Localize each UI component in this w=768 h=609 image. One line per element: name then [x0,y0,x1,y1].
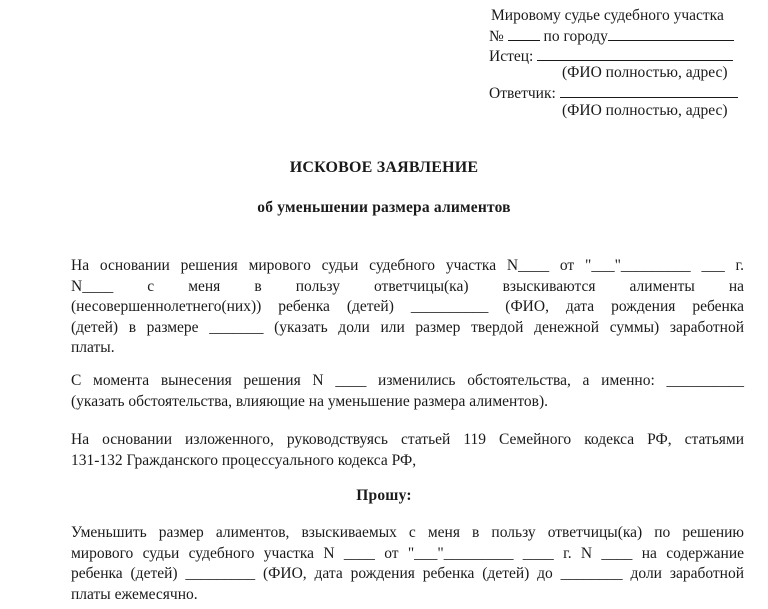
defendant-hint [562,101,728,121]
paragraph-legal-basis [71,430,744,471]
p3-line-2: 131-132 Гражданского процессуального кодекса РФ, [71,451,417,469]
court-line-text: Мировому судье судебного участка [491,7,724,24]
p4-line-3: ребенка (детей) _________ (ФИО, дата рождения ребенка (детей) до ________ доли заработной [71,565,744,582]
p2-line-2: (указать обстоятельства, влияющие на уменьшение размера алиментов). [71,392,549,410]
p1-line-4: (детей) в размере _______ (указать доли или размер твердой денежной суммы) заработной [71,318,744,336]
p1-line-2: N____ с меня в пользу ответчицы(ка) взыскиваются алименты на [71,277,744,295]
city-blank[interactable] [608,25,734,41]
city-label: по городу [543,28,608,45]
p4-line-2: мирового судьи судебного участка N ____ от "___"_________ ____ г. N ____ на содержание [71,544,744,562]
p1-line-3: (несовершеннолетнего(них)) ребенка (детей) __________ (ФИО, дата рождения ребенка [71,298,744,315]
p1-line-1: На основании решения мирового судьи судебного участка N____ от "___"_________ ___ г. [71,257,744,274]
court-number-line [489,25,734,47]
request-heading: Прошу: [356,487,412,504]
court-line [491,6,724,26]
p2-line-1: С момента вынесения решения N ____ изменились обстоятельства, а именно: __________ [71,372,744,389]
plaintiff-hint-text: (ФИО полностью, адрес) [562,64,728,81]
paragraph-court-decision [71,256,744,359]
defendant-hint-text: (ФИО полностью, адрес) [562,102,728,119]
plaintiff-blank[interactable] [537,45,733,61]
plaintiff-hint [562,63,728,83]
paragraph-circumstances [71,371,744,412]
document-title: ИСКОВОЕ ЗАЯВЛЕНИЕ [289,159,479,176]
document-subtitle: об уменьшении размера алиментов [257,199,511,216]
paragraph-request [71,523,744,605]
defendant-blank[interactable] [560,82,738,98]
defendant-label: Ответчик: [489,85,556,102]
plaintiff-label: Истец: [489,48,534,65]
p4-line-4: платы ежемесячно. [71,585,198,603]
p3-line-1: На основании изложенного, руководствуясь статьей 119 Семейного кодекса РФ, статьями [71,431,744,448]
p1-line-5: платы. [71,339,115,356]
number-blank[interactable] [508,25,540,41]
p4-line-1: Уменьшить размер алиментов, взыскиваемых с меня в пользу ответчицы(ка) по решению [71,524,744,541]
number-prefix: № [489,28,504,45]
